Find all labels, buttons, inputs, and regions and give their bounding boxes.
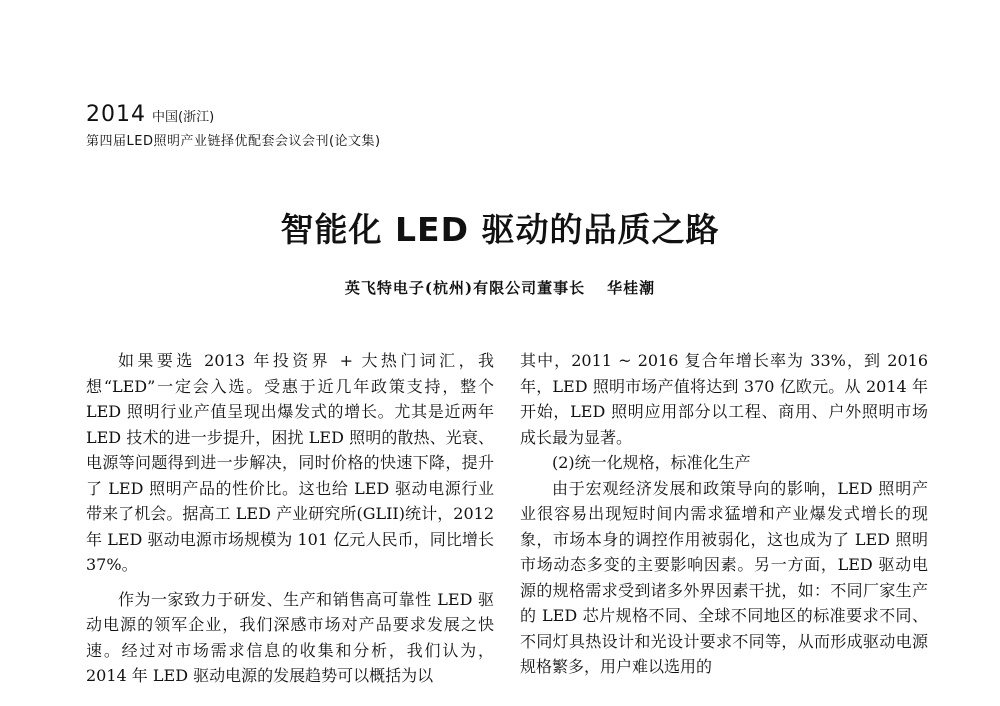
author-line (0, 277, 1000, 298)
left-paragraph-1: 如果要选 2013 年投资界 + 大热门词汇，我想“LED”一定会入选。受惠于近几年政策支持，整个 LED 照明行业产值呈现出爆发式的增长。尤其是近两年 LED 技术的进一步提升，困扰 LED 照明的散热、光衰、电源等问题得到进一步解决，同时价格的快速下降，提升了 LED 照明产品的性价比。这也给 LED 驱动电源行业带来了机会。据高工 LED 产业研究所(GLII)统计，2012 年 LED 驱动电源市场规模为 101 亿元人民币，同比增长 37%。 (86, 351, 494, 574)
header-location: 中国(浙江) (152, 110, 215, 125)
right-paragraph-1: 其中，2011 ~ 2016 复合年增长率为 33%，到 2016 年，LED 照明市场产值将达到 370 亿欧元。从 2014 年开始，LED 照明应用部分以工程、商用、户外照明市场成长最为显著。 (520, 351, 928, 447)
left-column (86, 348, 494, 689)
header-conference: 第四届LED照明产业链择优配套会议会刊(论文集) (86, 134, 381, 149)
right-paragraph-2: 由于宏观经济发展和政策导向的影响，LED 照明产业很容易出现短时间内需求猛增和产业爆发式增长的现象，市场本身的调控作用被弱化，这也成为了 LED 照明市场动态多变的主要影响因素。另一方面，LED 驱动电源的规格需求受到诸多外界因素干扰，如：不同厂家生产的 LED 芯片规格不同、全球不同地区的标准要求不同、不同灯具热设计和光设计要求不同等，从而形成驱动电源规格繁多，用户难以选用的 (520, 478, 928, 676)
left-paragraph-2: 作为一家致力于研发、生产和销售高可靠性 LED 驱动电源的领军企业，我们深感市场对产品要求发展之快速。经过对市场需求信息的收集和分析，我们认为，2014 年 LED 驱动电源的发展趋势可以概括为以 (86, 589, 494, 685)
author-affiliation: 英飞特电子(杭州)有限公司董事长 (344, 279, 586, 297)
paper-title: 智能化 LED 驱动的品质之路 (280, 210, 720, 249)
header-year: 2014 (86, 102, 146, 127)
author-name: 华桂潮 (607, 279, 656, 297)
right-column (520, 348, 928, 680)
running-header (86, 104, 381, 149)
section-heading: (2)统一化规格，标准化生产 (552, 453, 751, 472)
header-year-line (86, 104, 381, 126)
